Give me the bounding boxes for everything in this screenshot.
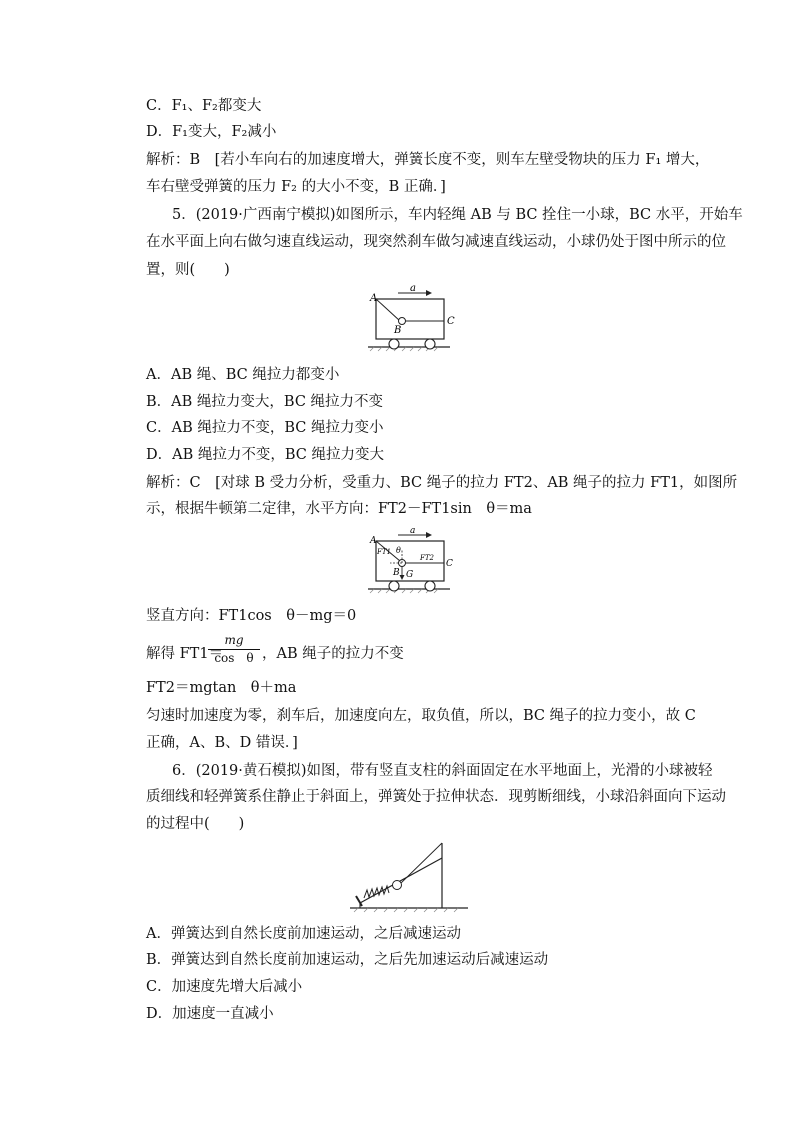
incline-figure	[350, 840, 470, 915]
fraction-numerator: mg	[224, 633, 244, 647]
option-d: D．加速度一直减小	[146, 1006, 274, 1022]
option-b: B．弹簧达到自然长度前加速运动，之后先加速运动后减速运动	[146, 952, 549, 968]
option-a: A．AB 绳、BC 绳拉力都变小	[146, 367, 340, 383]
label-c: C	[446, 559, 453, 569]
label-a: A	[370, 536, 377, 546]
fraction-bar	[208, 649, 260, 650]
solution-suffix: ，AB 绳子的拉力不变	[262, 646, 404, 662]
label-c: C	[447, 316, 455, 327]
fraction	[208, 633, 260, 666]
fraction-denominator: cos θ	[214, 651, 254, 665]
equation-ft2: FT2＝mgtan θ＋ma	[146, 680, 297, 696]
label-accel: a	[410, 285, 416, 294]
analysis-line: 匀速时加速度为零，刹车后，加速度向左，取负值，所以，BC 绳子的拉力变小，故 C	[146, 708, 696, 724]
question-5-line: 5．(2019·广西南宁模拟)如图所示，车内轻绳 AB 与 BC 拴住一小球，BC 水平，开始车	[172, 207, 743, 223]
line-d-option: D．F₁变大，F₂减小	[146, 124, 277, 140]
label-g: G	[406, 570, 414, 580]
analysis-line: 车右壁受弹簧的压力 F₂ 的大小不变，B 正确．]	[146, 179, 446, 195]
analysis-line: 解析：C [对球 B 受力分析，受重力、BC 绳子的拉力 FT2、AB 绳子的拉力 FT1，如图所	[146, 475, 738, 491]
analysis-line: 解析：B [若小车向右的加速度增大，弹簧长度不变，则车左壁受物块的压力 F₁ 增大，	[146, 152, 710, 168]
cart-figure	[360, 285, 460, 357]
option-c: C．加速度先增大后减小	[146, 979, 303, 995]
option-b: B．AB 绳拉力变大，BC 绳拉力不变	[146, 394, 384, 410]
label-b: B	[394, 325, 402, 336]
analysis-line: 示，根据牛顿第二定律，水平方向：FT2－FT1sin θ＝ma	[146, 501, 532, 517]
question-5-line: 在水平面上向右做匀速直线运动，现突然刹车做匀减速直线运动，小球仍处于图中所示的位	[146, 234, 726, 250]
question-6-line: 6．(2019·黄石模拟)如图，带有竖直支柱的斜面固定在水平地面上，光滑的小球被轻	[172, 763, 713, 779]
label-a: A	[370, 293, 378, 304]
label-accel: a	[410, 527, 416, 536]
option-d: D．AB 绳拉力不变，BC 绳拉力变大	[146, 447, 384, 463]
label-ft2: FT2	[420, 554, 434, 562]
analysis-line: 正确，A、B、D 错误．]	[146, 735, 298, 751]
label-b: B	[393, 568, 400, 578]
force-diagram	[360, 527, 460, 599]
question-6-line: 质细线和轻弹簧系住静止于斜面上，弹簧处于拉伸状态．现剪断细线，小球沿斜面向下运动	[146, 789, 726, 805]
solution-prefix: 解得 FT1＝	[146, 646, 224, 662]
label-ft1: FT1	[377, 548, 391, 556]
equation-vertical: 竖直方向：FT1cos θ－mg＝0	[146, 608, 357, 624]
line-c-option: C．F₁、F₂都变大	[146, 98, 262, 114]
label-theta: θ	[396, 546, 401, 555]
option-a: A．弹簧达到自然长度前加速运动，之后减速运动	[146, 926, 461, 942]
question-6-line: 的过程中( )	[146, 816, 245, 832]
question-5-line: 置，则( )	[146, 262, 230, 278]
option-c: C．AB 绳拉力不变，BC 绳拉力变小	[146, 420, 384, 436]
